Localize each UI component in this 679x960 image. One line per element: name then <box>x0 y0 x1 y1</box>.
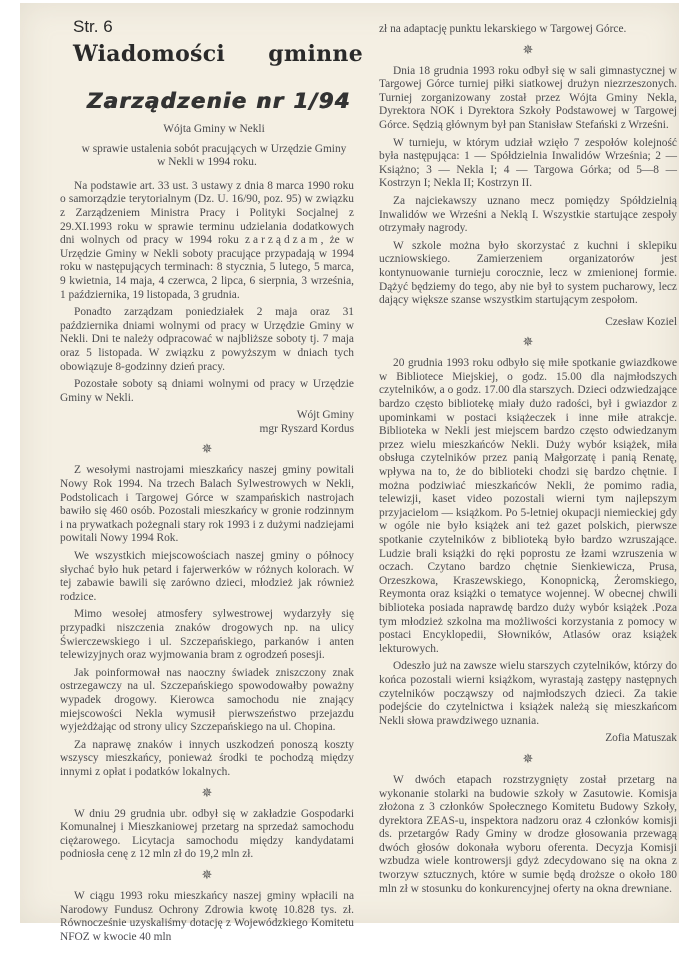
order-paragraph-3: Pozostałe soboty są dniami wolnymi od pracy w Urzędzie Gminy w Nekli. <box>60 378 354 404</box>
library-paragraph-1: 20 grudnia 1993 roku odbyło się miłe spotkanie gwiazdkowe w Bibliotece Miejskiej, o godz. 15.00 dla najmłodszych czytelników, a o godz. 17.00 dla starszych. Dzieci odzwiedzające bardzo często bibliotekę miały dużo radości, był i gwiazdor z upominkami w postaci książeczek i inne miłe atrakcje. Biblioteka w Nekli jest miejscem bardzo często odwiedzanym przez wielu mieszkańców Nekli. Duży wybór książek, miła obsługa czytelników przez panią Małgorzatę i panią Renatę, wpływa na to, że do biblioteki chodzi się bardzo chętnie. I można podziwiać mieszkańców Nekli, że pomimo radia, telewizji, kaset video pozostali wierni tym najlepszym przyjacielom — książkom. Po 5-letniej okupacji niemieckiej gdy w ogóle nie było książek ani też gazet polskich, pierwsze spotkanie czytelników z biblioteką było bardzo wzruszające. Ludzie brali książki do ręki poprostu ze łzami wzruszenia w oczach. Czytano bardzo chętnie Sienkiewicza, Prusa, Orzeszkowa, Kraszewskiego, Konopnicką, Żeromskiego, Reymonta oraz książki o tematyce wojennej. W obecnej chwili biblioteka posiada naprawdę bardzo duży wybór książek .Poza tym młodzież szkolna ma możliwości korzystania z pomocy w postaci Encyklopedii, Słowników, Atlasów oraz książek lekturowych. <box>379 357 677 655</box>
newyear-paragraph-1: Z wesołymi nastrojami mieszkańcy naszej gminy powitali Nowy Rok 1994. Na trzech Balach Sylwestrowych w Nekli, Podstolicach i Targowej Górce w szampańskich nastrojach bawiło się 460 osób. Pozostali mieszkańcy w gronie rodzinnym i na prywatkach pożegnali stary rok 1993 i z dużymi nadziejami powitali Nowy 1994 Rok. <box>60 464 354 545</box>
order-issuer: Wójta Gminy w Nekli <box>163 123 265 135</box>
volley-paragraph-4: W szkole można było skorzystać z kuchni i sklepiku uczniowskiego. Zamierzeniem organizatorów jest kontynuowanie turnieju corocznie, lecz w zmienionej formie. Dążyć będziemy do tego, aby nie był to system pucharowy, lecz dający większe szanse wszystkim startującym zespołom. <box>379 239 677 307</box>
library-paragraph-2: Odeszło już na zawsze wielu starszych czytelników, którzy do końca pozostali wierni książkom, wyrastają zastępy następnych czytelników począwszy od najmłodszych dzieci. Za takie podejście do czytelnictwa i książek należą się mieszkańcom Nekli słowa prawdziwego uznania. <box>379 660 677 727</box>
right-column <box>379 23 677 900</box>
signature-title: Wójt Gminy <box>296 409 354 422</box>
separator-star-icon: ✵ <box>522 750 534 766</box>
volley-author: Czesław Koziel <box>605 315 677 328</box>
section-title-word-1: Wiadomości <box>73 41 226 67</box>
newyear-paragraph-5: Za naprawę znaków i innych uszkodzeń ponoszą koszty wszyscy mieszkańcy, ponieważ środki te pochodzą między innymi z opłat i podatków lokalnych. <box>60 738 354 778</box>
order-p1-text-b: , że w Urzędzie Gminy w Nekli soboty pracujące przypadają w 1994 roku w następujących terminach: 8 stycznia, 5 lutego, 5 marca, 9 kwietnia, 14 maja, 4 czerwca, 2 lipca, 6 sierpnia, 3 września, 1 października, 19 listopada, 3 grudnia. <box>60 234 354 301</box>
order-p1-spaced: zarządzam <box>244 234 321 247</box>
volley-paragraph-1: Dnia 18 grudnia 1993 roku odbył się w sali gimnastycznej w Targowej Górce turniej piłki siatkowej drużyn niezrzeszonych. Turniej zorganizowany został przez Wójta Gminy Nekla, Dyrektora NOK i Dyrektora Szkoły Podstawowej w Targowej Górce. Sędzią głównym był pan Stanisław Stefański z Wrześni. <box>379 64 677 131</box>
order-paragraph-2: Ponadto zarządzam poniedziałek 2 maja oraz 31 października dniami wolnymi od pracy w Urzędzie Gminy w Nekli. Dni te należy odpracować w najbliższe soboty tj. 7 maja oraz 5 listopada. W związku z powyższym w dniach tych obowiązuje 8-godzinny dzień pracy. <box>60 306 354 373</box>
order-paragraph-1 <box>60 180 354 302</box>
tender-paragraph: W dwóch etapach rozstrzygnięty został przetarg na wykonanie stolarki na budowie szkoły w Zasutowie. Komisja złożona z 3 członków Społecznego Komitetu Budowy Szkoły, dyrektora ZEAS-u, inspektora nadzoru oraz 4 członków komisji ds. przetargów Rady Gminy w drodze głosowania przewagą dwóch głosów dokonała wyboru oferenta. Decyzja Komisji wzbudza wiele kontrowersji gdyż zdecydowano się na okna z tworzyw sztucznych, które w sumie będą droższe o około 180 mln zł w stosunku do konkurencyjnej oferty na okna drewniane. <box>379 773 677 895</box>
newyear-paragraph-4: Jak poinformował nas naoczny świadek zniszczony znak ostrzegawczy na ul. Szczepańskiego spowodowałby poważny wypadek drogowy. Kierowca samochodu nie znający miejscowości Nekla wymusił pierwszeństwo przejazdu wyjeżdżając od strony ulicy Szczepańskiego na ul. Chopina. <box>60 666 354 734</box>
left-column <box>60 123 354 948</box>
separator-star-icon: ✵ <box>201 441 213 457</box>
section-title <box>73 41 363 67</box>
order-subject: w sprawie ustalenia sobót pracujących w Urzędzie Gminy w Nekli w 1994 roku. <box>81 142 347 169</box>
order-p1-text-a: Na podstawie art. 33 ust. 3 ustawy z dnia 8 marca 1990 roku o samorządzie terytorialnym (Dz. U. 16/90, poz. 95) w związku z Zarządzeniem Ministra Pracy i Polityki Socjalnej z 29.XI.1993 roku w sprawie terminu udzielania dodatkowych dni wolnych od pracy w 1994 roku <box>60 179 354 247</box>
volley-paragraph-3: Za najciekawszy uznano mecz pomiędzy Spółdzielnią Inwalidów we Wrześni a Neklą I. Wszystkie startujące zespoły otrzymały nagrody. <box>379 194 677 235</box>
library-author: Zofia Matuszak <box>605 732 677 745</box>
page-number: Str. 6 <box>73 17 113 36</box>
newspaper-page <box>20 3 679 943</box>
nfoz-paragraph: W ciągu 1993 roku mieszkańcy naszej gminy wpłacili na Narodowy Fundusz Ochrony Zdrowia kwotę 10.828 tys. zł. Równocześnie uzyskaliśmy dotację z Wojewódzkiego Komitetu NFOZ w kwocie 40 mln <box>60 889 354 943</box>
order-title: Zarządzenie nr 1/94 <box>87 89 351 113</box>
newyear-paragraph-2: We wszystkich miejscowościach naszej gminy o północy słychać było huk petard i fajerwerków w różnych kolorach. W tej zabawie bawili się zarówno dzieci, młodzież jak również rodzice. <box>60 550 354 603</box>
volley-paragraph-2: W turnieju, w którym udział wzięło 7 zespołów kolejność była następująca: 1 — Spółdzielnia Inwalidów Września; 2 — Książno; 3 — Nekla I; 4 — Targowa Górka; od 5—8 — Kostrzyn I; Nekla II; Kostrzyn II. <box>379 136 677 190</box>
separator-star-icon: ✵ <box>522 41 534 57</box>
separator-star-icon: ✵ <box>201 866 213 882</box>
nfoz-continuation: zł na adaptację punktu lekarskiego w Targowej Górce. <box>379 23 627 35</box>
separator-star-icon: ✵ <box>201 784 213 800</box>
separator-star-icon: ✵ <box>522 334 534 350</box>
newyear-paragraph-3: Mimo wesołej atmosfery sylwestrowej wydarzyły się przypadki niszczenia znaków drogowych np. na ulicy Świerczewskiego i ul. Szczepańskiego, parkanów i anten telewizyjnych oraz wyjmowania bram z ogrodzeń posesji. <box>60 608 354 662</box>
auction-paragraph: W dniu 29 grudnia ubr. odbył się w zakładzie Gospodarki Komunalnej i Mieszkaniowej przetarg na sprzedaż samochodu ciężarowego. Licytacja samochodu między kandydatami podniosła cenę z 12 mln zł do 19,2 mln zł. <box>60 807 354 861</box>
section-title-word-2: gminne <box>268 41 363 67</box>
signature-name: mgr Ryszard Kordus <box>259 422 354 435</box>
